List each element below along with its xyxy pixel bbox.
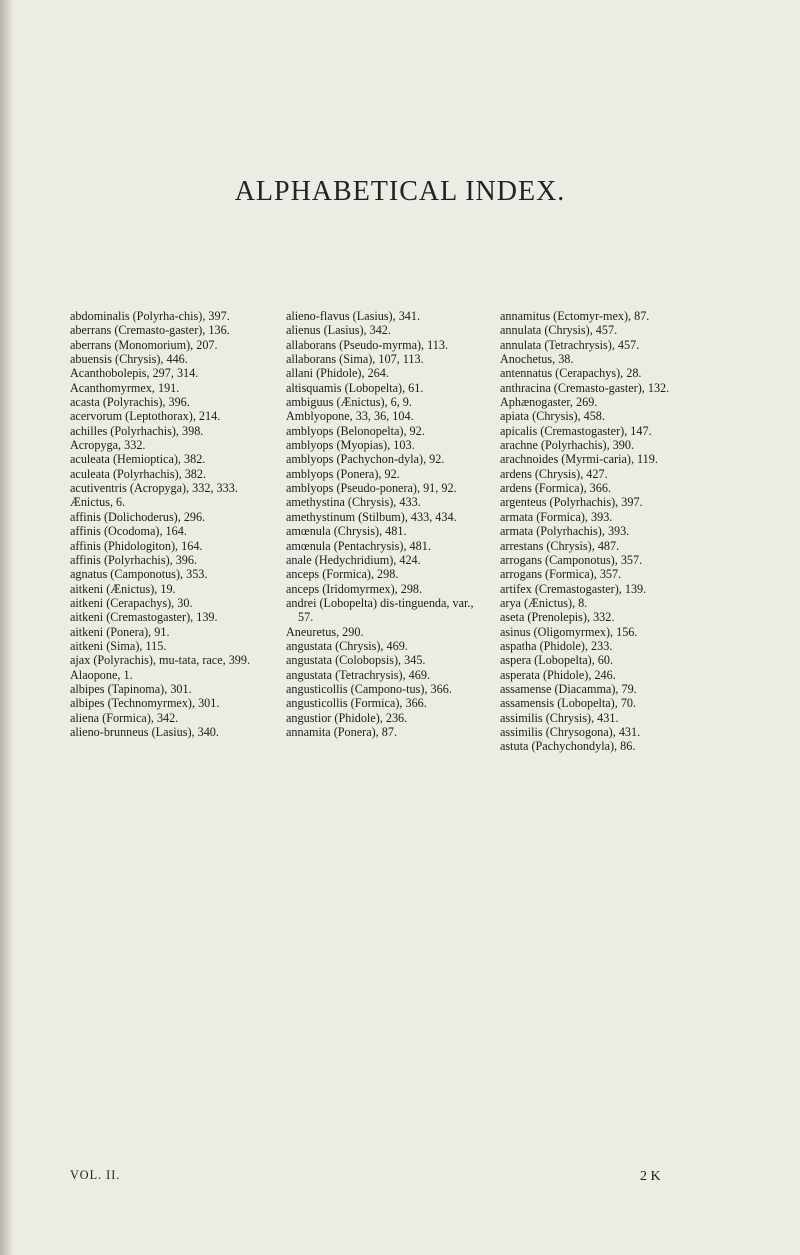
index-entry: arrogans (Formica), 357.: [500, 567, 622, 582]
index-entry: assimilis (Chrysis), 431.: [500, 710, 619, 725]
index-entry: aitkeni (Sima), 115.: [70, 638, 167, 653]
index-entry: aitkeni (Ponera), 91.: [70, 624, 170, 639]
index-entry: arya (Ænictus), 8.: [500, 595, 588, 610]
index-entry: amblyops (Myopias), 103.: [286, 438, 415, 453]
index-entry: artifex (Cremastogaster), 139.: [500, 581, 647, 596]
index-entry: assamensis (Lobopelta), 70.: [500, 696, 637, 711]
page-title: ALPHABETICAL INDEX.: [234, 176, 566, 207]
index-entry: Aphænogaster, 269.: [500, 395, 598, 410]
index-entry: annulata (Chrysis), 457.: [500, 323, 618, 338]
index-entry: allaborans (Sima), 107, 113.: [286, 352, 424, 367]
index-entry: antennatus (Cerapachys), 28.: [500, 366, 642, 381]
index-entry: alieno-flavus (Lasius), 341.: [286, 309, 421, 323]
volume-label: VOL. II.: [70, 1168, 121, 1182]
index-entry: anthracina (Cremasto-gaster), 132.: [500, 380, 670, 395]
index-entry: aculeata (Hemioptica), 382.: [70, 452, 206, 467]
index-entry: aitkeni (Cremastogaster), 139.: [70, 610, 218, 625]
index-entry: alienus (Lasius), 342.: [286, 323, 391, 338]
index-entry: ajax (Polyrachis), mu-tata, race, 399.: [70, 653, 251, 668]
index-entry: anceps (Iridomyrmex), 298.: [286, 581, 423, 596]
index-entry: arachne (Polyrhachis), 390.: [500, 438, 635, 453]
index-entry: ardens (Chrysis), 427.: [500, 466, 608, 481]
index-entry: amœnula (Pentachrysis), 481.: [286, 538, 431, 553]
index-entry: annamitus (Ectomyr-mex), 87.: [500, 309, 650, 323]
index-entry: aitkeni (Cerapachys), 30.: [70, 595, 193, 610]
index-entry: aseta (Prenolepis), 332.: [500, 610, 615, 625]
index-column-2: [286, 309, 486, 739]
index-entry: abuensis (Chrysis), 446.: [70, 352, 188, 367]
index-entry: ambiguus (Ænictus), 6, 9.: [286, 395, 412, 410]
index-entry: astuta (Pachychondyla), 86.: [500, 739, 636, 754]
index-entry: angustior (Phidole), 236.: [286, 710, 408, 725]
index-entry: alieno-brunneus (Lasius), 340.: [70, 724, 219, 739]
index-entry: affinis (Phidologiton), 164.: [70, 538, 203, 553]
index-entry: arrogans (Camponotus), 357.: [500, 552, 643, 567]
index-entry: aitkeni (Ænictus), 19.: [70, 581, 176, 596]
index-entry: agnatus (Camponotus), 353.: [70, 567, 208, 582]
index-entry: Anochetus, 38.: [500, 352, 574, 367]
index-entry: angusticollis (Campono-tus), 366.: [286, 681, 452, 696]
index-entry: acervorum (Leptothorax), 214.: [70, 409, 221, 424]
index-entry: Aneuretus, 290.: [286, 624, 364, 639]
index-entry: amethystinum (Stilbum), 433, 434.: [286, 509, 457, 524]
index-entry: albipes (Tapinoma), 301.: [70, 681, 192, 696]
index-entry: Acanthobolepis, 297, 314.: [70, 366, 199, 381]
index-entry: altisquamis (Lobopelta), 61.: [286, 380, 424, 395]
index-entry: aberrans (Monomorium), 207.: [70, 337, 218, 352]
index-entry: allaborans (Pseudo-myrma), 113.: [286, 337, 449, 352]
index-entry: arachnoides (Myrmi-caria), 119.: [500, 452, 658, 467]
index-entry: aspatha (Phidole), 233.: [500, 638, 613, 653]
index-entry: amblyops (Ponera), 92.: [286, 466, 400, 481]
signature-mark: 2 K: [640, 1169, 661, 1184]
index-column-3: [500, 309, 710, 754]
index-entry: amblyops (Belonopelta), 92.: [286, 423, 425, 438]
index-entry: achilles (Polyrhachis), 398.: [70, 423, 204, 438]
index-entry: assimilis (Chrysogona), 431.: [500, 724, 641, 739]
index-entry: armata (Polyrhachis), 393.: [500, 524, 630, 539]
index-entry: asinus (Oligomyrmex), 156.: [500, 624, 638, 639]
index-entry: Amblyopone, 33, 36, 104.: [286, 409, 414, 424]
index-entry: aberrans (Cremasto-gaster), 136.: [70, 323, 230, 338]
index-entry: argenteus (Polyrhachis), 397.: [500, 495, 643, 510]
index-entry: affinis (Ocodoma), 164.: [70, 524, 187, 539]
index-entry: Acanthomyrmex, 191.: [70, 380, 180, 395]
index-entry: apicalis (Cremastogaster), 147.: [500, 423, 652, 438]
index-entry: angustata (Tetrachrysis), 469.: [286, 667, 430, 682]
index-entry: albipes (Technomyrmex), 301.: [70, 696, 220, 711]
index-entry: arrestans (Chrysis), 487.: [500, 538, 620, 553]
index-entry: ardens (Formica), 366.: [500, 481, 612, 496]
index-entry: anale (Hedychridium), 424.: [286, 552, 421, 567]
index-entry: Ænictus, 6.: [70, 495, 126, 510]
index-entry: acutiventris (Acropyga), 332, 333.: [70, 481, 238, 496]
index-entry: affinis (Dolichoderus), 296.: [70, 509, 206, 524]
index-entry: affinis (Polyrhachis), 396.: [70, 552, 198, 567]
index-entry: amethystina (Chrysis), 433.: [286, 495, 421, 510]
index-entry: annamita (Ponera), 87.: [286, 724, 398, 739]
index-entry: abdominalis (Polyrha-chis), 397.: [70, 309, 230, 323]
index-entry: amblyops (Pseudo-ponera), 91, 92.: [286, 481, 457, 496]
index-entry: apiata (Chrysis), 458.: [500, 409, 605, 424]
index-entry: aspera (Lobopelta), 60.: [500, 653, 614, 668]
index-entry: anceps (Formica), 298.: [286, 567, 399, 582]
index-entry: angustata (Colobopsis), 345.: [286, 653, 426, 668]
index-entry: aliena (Formica), 342.: [70, 710, 179, 725]
index-column-1: [70, 309, 270, 739]
index-entry: amœnula (Chrysis), 481.: [286, 524, 407, 539]
index-entry: armata (Formica), 393.: [500, 509, 613, 524]
index-entry: Alaopone, 1.: [70, 667, 133, 682]
index-entry: andrei (Lobopelta) dis-tinguenda, var., 57.: [286, 595, 474, 625]
index-entry: allani (Phidole), 264.: [286, 366, 389, 381]
index-entry: amblyops (Pachychon-dyla), 92.: [286, 452, 445, 467]
index-entry: asperata (Phidole), 246.: [500, 667, 616, 682]
index-entry: aculeata (Polyrhachis), 382.: [70, 466, 207, 481]
index-entry: Acropyga, 332.: [70, 438, 146, 453]
index-entry: assamense (Diacamma), 79.: [500, 681, 637, 696]
index-entry: angusticollis (Formica), 366.: [286, 696, 427, 711]
index-entry: annulata (Tetrachrysis), 457.: [500, 337, 640, 352]
index-entry: angustata (Chrysis), 469.: [286, 638, 408, 653]
index-entry: acasta (Polyrachis), 396.: [70, 395, 190, 410]
